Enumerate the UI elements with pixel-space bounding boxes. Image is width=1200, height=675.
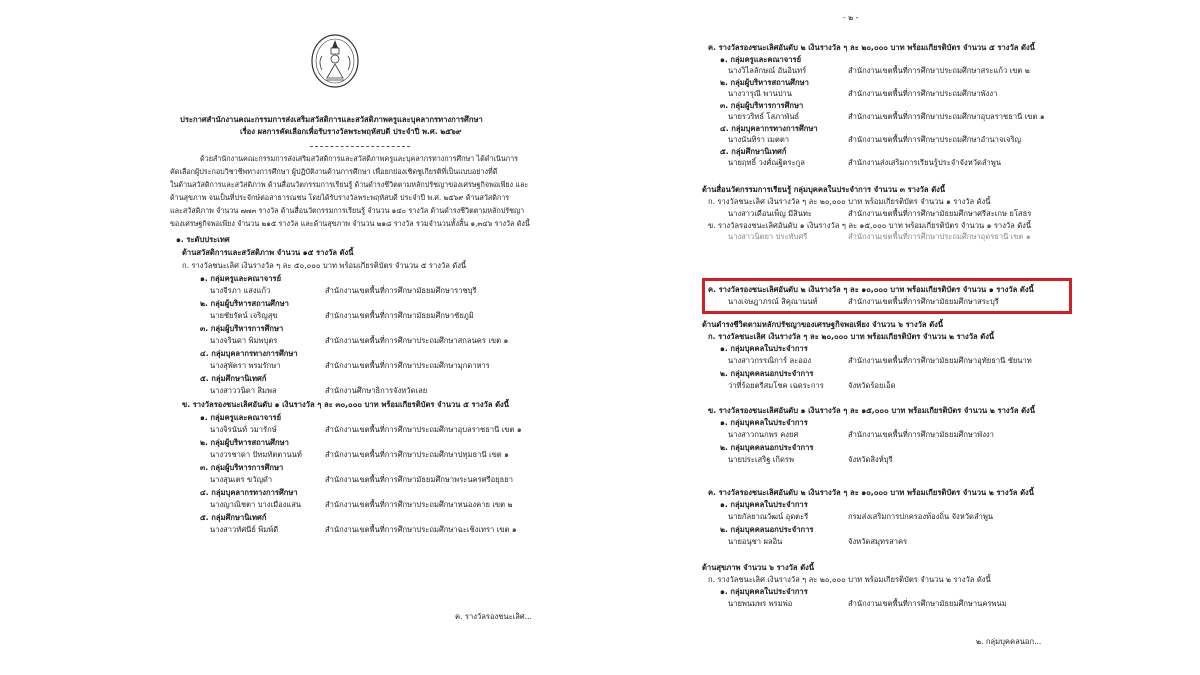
person-org: สำนักงานเขตพื้นที่การศึกษามัธยมศึกษาอุทัยธานี ชัยนาท bbox=[848, 356, 1032, 365]
page-continuation: ค. รางวัลรองชนะเลิศ... bbox=[455, 612, 532, 621]
person-org: สำนักงานเขตพื้นที่การศึกษามัธยมศึกษานครพนม bbox=[848, 599, 1007, 608]
person-name: นายอนุชา ผลอิน bbox=[728, 537, 783, 546]
person-name: นายประเสริฐ เกิดรพ bbox=[728, 455, 795, 464]
intro-line-5: และสวัสดิภาพ จำนวน ๗๗๓ รางวัล ด้านสื่อนวัตกรรมการเรียนรู้ จำนวน ๑๔๐ รางวัล ด้านดำรงชีวิตตามหลักปรัชญา bbox=[170, 206, 525, 215]
person-org: กรมส่งเสริมการปกครองท้องถิ่น จังหวัดลำพูน bbox=[848, 512, 994, 521]
group-label: ๓. กลุ่มผู้บริหารการศึกษา bbox=[200, 463, 284, 472]
person-org: สำนักงานเขตพื้นที่การศึกษาประถมศึกษาสระแก้ว เขต ๒ bbox=[848, 66, 1030, 75]
person-name: นางสาววนิดา สิมพล bbox=[210, 386, 277, 395]
group-label: ๑. กลุ่มบุคคลในประจำการ bbox=[720, 418, 808, 427]
group-label: ๔. กลุ่มบุคลากรทางการศึกษา bbox=[200, 488, 298, 497]
media-award-a: ก. รางวัลชนะเลิศ เงินรางวัล ๆ ละ ๒๐,๐๐๐ บาท พร้อมเกียรติบัตร จำนวน ๑ รางวัล ดังนี้ bbox=[708, 197, 991, 206]
group-label: ๓. กลุ่มผู้บริหารการศึกษา bbox=[200, 324, 284, 333]
group-label: ๑. กลุ่มครูและคณาจารย์ bbox=[720, 55, 802, 64]
person-name: นางเจษฎาภรณ์ สิคุณานนท์ bbox=[728, 297, 818, 306]
group-label: ๒. กลุ่มผู้บริหารสถานศึกษา bbox=[200, 438, 289, 447]
group-label: ๒. กลุ่มผู้บริหารสถานศึกษา bbox=[200, 299, 289, 308]
person-org: สำนักงานเขตพื้นที่การศึกษาประถมศึกษาปทุมธานี เขต ๑ bbox=[325, 450, 509, 459]
section-category: ด้านสวัสดิการและสวัสดิภาพ จำนวน ๑๕ รางวัล ดังนี้ bbox=[182, 248, 354, 257]
group-label: ๒. กลุ่มบุคคลนอกประจำการ bbox=[720, 525, 814, 534]
group-label: ๓. กลุ่มผู้บริหารการศึกษา bbox=[720, 101, 804, 110]
econ-award-a: ก. รางวัลชนะเลิศ เงินรางวัล ๆ ละ ๒๐,๐๐๐ บาท พร้อมเกียรติบัตร จำนวน ๒ รางวัล ดังนี้ bbox=[708, 332, 995, 341]
person-name: นางจิรนันท์ วมารักษ์ bbox=[210, 425, 277, 434]
media-award-b: ข. รางวัลรองชนะเลิศอันดับ ๑ เงินรางวัล ๆ ละ ๑๕,๐๐๐ บาท พร้อมเกียรติบัตร จำนวน ๑ รางวัล ดังนี้ bbox=[708, 221, 1032, 230]
person-name: นางสุนเตร ขวัญดำ bbox=[210, 475, 273, 484]
person-org: สำนักงานเขตพื้นที่การศึกษาประถมศึกษาพังงา bbox=[848, 89, 998, 98]
section-c-heading: ค. รางวัลรองชนะเลิศอันดับ ๒ เงินรางวัล ๆ ละ ๒๐,๐๐๐ บาท พร้อมเกียรติบัตร จำนวน ๕ รางวัล ดังนี้ bbox=[708, 43, 1035, 52]
person-org: สำนักงานเขตพื้นที่การศึกษามัธยมศึกษาพังงา bbox=[848, 430, 994, 439]
group-label: ๑. กลุ่มบุคคลในประจำการ bbox=[720, 587, 808, 596]
group-label: ๔. กลุ่มบุคลากรทางการศึกษา bbox=[200, 349, 298, 358]
award-b-heading: ข. รางวัลรองชนะเลิศอันดับ ๑ เงินรางวัล ๆ ละ ๓๐,๐๐๐ บาท พร้อมเกียรติบัตร จำนวน ๕ รางวัล ดังนี้ bbox=[182, 400, 509, 409]
econ-award-c: ค. รางวัลรองชนะเลิศอันดับ ๒ เงินรางวัล ๆ ละ ๑๐,๐๐๐ บาท พร้อมเกียรติบัตร จำนวน ๒ รางวัล ดังนี้ bbox=[708, 488, 1034, 497]
group-label: ๒. กลุ่มบุคคลนอกประจำการ bbox=[720, 443, 814, 452]
intro-line-3: ในด้านสวัสดิการและสวัสดิภาพ ด้านสื่อนวัตกรรมการเรียนรู้ ด้านดำรงชีวิตตามหลักปรัชญาของเศรษฐกิจพอเพียง และ bbox=[170, 180, 529, 189]
person-org: สำนักงานเขตพื้นที่การศึกษาประถมศึกษาอุบลราชธานี เขต ๑ bbox=[325, 425, 522, 434]
health-category: ด้านสุขภาพ จำนวน ๖ รางวัล ดังนี้ bbox=[702, 563, 815, 572]
left-document-page bbox=[170, 0, 570, 675]
person-org: สำนักงานเขตพื้นที่การศึกษามัธยมศึกษาราชบุรี bbox=[325, 286, 477, 295]
page-continuation: ๒. กลุ่มบุคคลนอก... bbox=[976, 637, 1042, 646]
person-name: นางสาวนิตยา ประทับศรี bbox=[728, 232, 808, 241]
person-org: สำนักงานศึกษาธิการจังหวัดเลย bbox=[325, 386, 428, 395]
person-name: นางวิไลลักษณ์ อันอินทร์ bbox=[728, 66, 807, 75]
person-org: สำนักงานเขตพื้นที่การศึกษาประถมศึกษามุกดาหาร bbox=[325, 361, 490, 370]
highlight-box bbox=[702, 278, 1072, 314]
person-org: จังหวัดสิงห์บุรี bbox=[848, 455, 893, 464]
person-name: นายฤทธิ์ วงศ์ณฐิตระกูล bbox=[728, 158, 805, 167]
person-name: นายรวริทธ์ โสภาพันธ์ bbox=[728, 112, 800, 121]
person-name: นางวรชาดา ปัทมทัตตานนท์ bbox=[210, 450, 302, 459]
person-org: สำนักงานเขตพื้นที่การศึกษาประถมศึกษาอำนาจเจริญ bbox=[848, 135, 1021, 144]
page-number: - ๒ - bbox=[843, 13, 859, 22]
group-label: ๕. กลุ่มศึกษานิเทศก์ bbox=[720, 147, 787, 156]
intro-line-1: ด้วยสำนักงานคณะกรรมการส่งเสริมสวัสดิการและสวัสดิภาพครูและบุคลากรทางการศึกษา ได้ดำเนินการ bbox=[200, 154, 519, 163]
intro-line-4: ด้านสุขภาพ จนเป็นที่ประจักษ์ต่อสาธารณชน โดยได้รับรางวัลพระพฤหัสบดี ประจำปี พ.ศ. ๒๕๖๙ ด้านสวัสดิการ bbox=[170, 193, 510, 202]
person-name: ว่าที่ร้อยตรีสมโชค เฉดระการ bbox=[728, 381, 824, 390]
person-name: นางสาวทัศนีย์ พิมพ์ดี bbox=[210, 525, 279, 534]
group-label: ๑. กลุ่มครูและคณาจารย์ bbox=[200, 274, 282, 283]
person-org: สำนักงานส่งเสริมการเรียนรู้ประจำจังหวัดลำพูน bbox=[848, 158, 1002, 167]
person-org: สำนักงานเขตพื้นที่การศึกษาประถมศึกษาหนองคาย เขต ๒ bbox=[325, 500, 513, 509]
group-label: ๕. กลุ่มศึกษานิเทศก์ bbox=[200, 374, 267, 383]
person-name: นายพนมพร พรมพ่อ bbox=[728, 599, 793, 608]
group-label: ๑. กลุ่มบุคคลในประจำการ bbox=[720, 500, 808, 509]
person-name: นายกัลยาณวัฒน์ อุดตะรี bbox=[728, 512, 809, 521]
person-name: นางสาวกนกพร คงยศ bbox=[728, 430, 799, 439]
group-label: ๑. กลุ่มบุคคลในประจำการ bbox=[720, 344, 808, 353]
health-award-a: ก. รางวัลชนะเลิศ เงินรางวัล ๆ ละ ๒๐,๐๐๐ บาท พร้อมเกียรติบัตร จำนวน ๒ รางวัล ดังนี้ bbox=[708, 575, 991, 584]
person-name: นางสุพัตรา พรมรักษา bbox=[210, 361, 281, 370]
person-org: สำนักงานเขตพื้นที่การศึกษาประถมศึกษาฉะเชิงเทรา เขต ๑ bbox=[325, 525, 517, 534]
person-org: สำนักงานเขตพื้นที่การศึกษาประถมศึกษาอุบลราชธานี เขต ๑ bbox=[848, 112, 1045, 121]
award-a-heading: ก. รางวัลชนะเลิศ เงินรางวัล ๆ ละ ๕๐,๐๐๐ บาท พร้อมเกียรติบัตร จำนวน ๕ รางวัล ดังนี้ bbox=[182, 261, 467, 270]
person-org: สำนักงานเขตพื้นที่การศึกษาประถมศึกษาสกลนคร เขต ๑ bbox=[325, 336, 509, 345]
group-label: ๒. กลุ่มผู้บริหารสถานศึกษา bbox=[720, 78, 809, 87]
person-name: นายชัยรัตน์ เจริญสุข bbox=[210, 311, 278, 320]
media-category: ด้านสื่อนวัตกรรมการเรียนรู้ กลุ่มบุคคลในประจำการ จำนวน ๓ รางวัล ดังนี้ bbox=[702, 185, 946, 194]
person-name: นางจีรภา แสงแก้ว bbox=[210, 286, 271, 295]
section-level: ๑. ระดับประเทศ bbox=[176, 235, 230, 244]
person-name: นางสาวเดือนเพ็ญ มีสินทะ bbox=[728, 209, 813, 218]
person-org: สำนักงานเขตพื้นที่การศึกษามัธยมศึกษาพระนครศรีอยุธยา bbox=[325, 475, 513, 484]
intro-line-2: คัดเลือกผู้ประกอบวิชาชีพทางการศึกษา ผู้ปฏิบัติงานด้านการศึกษา เพื่อยกย่องเชิดชูเกียรติที่เป็นแบบอย่างที่ดี bbox=[170, 167, 498, 176]
person-name: นางสาวกรรณิการ์ ละออง bbox=[728, 356, 812, 365]
person-org: สำนักงานเขตพื้นที่การศึกษามัธยมศึกษาศรีสะเกษ ยโสธร bbox=[848, 209, 1032, 218]
econ-award-b: ข. รางวัลรองชนะเลิศอันดับ ๑ เงินรางวัล ๆ ละ ๑๕,๐๐๐ บาท พร้อมเกียรติบัตร จำนวน ๒ รางวัล ดังนี้ bbox=[708, 406, 1035, 415]
group-label: ๔. กลุ่มบุคลากรทางการศึกษา bbox=[720, 124, 818, 133]
group-label: ๕. กลุ่มศึกษานิเทศก์ bbox=[200, 513, 267, 522]
intro-line-6: ของเศรษฐกิจพอเพียง จำนวน ๒๑๕ รางวัล และด้านสุขภาพ จำนวน ๒๑๘ รางวัล รวมจำนวนทั้งสิ้น ๑,๓๔๖ รางวัล ดังนี้ bbox=[170, 219, 530, 228]
person-name: นางวารุณี พานปาน bbox=[728, 89, 792, 98]
econ-category: ด้านดำรงชีวิตตามหลักปรัชญาของเศรษฐกิจพอเพียง จำนวน ๖ รางวัล ดังนี้ bbox=[702, 320, 944, 329]
media-award-c: ค. รางวัลรองชนะเลิศอันดับ ๒ เงินรางวัล ๆ ละ ๑๐,๐๐๐ บาท พร้อมเกียรติบัตร จำนวน ๑ รางวัล ดังนี้ bbox=[708, 285, 1034, 294]
person-org: สำนักงานเขตพื้นที่การศึกษามัธยมศึกษาชัยภูมิ bbox=[325, 311, 474, 320]
announcement-subject: เรื่อง ผลการคัดเลือกเพื่อรับรางวัลพระพฤหัสบดี ประจำปี พ.ศ. ๒๕๖๙ bbox=[240, 127, 462, 136]
person-name: นางนันทิรา เมตตา bbox=[728, 135, 790, 144]
person-org: จังหวัดสมุทรสาคร bbox=[848, 537, 908, 546]
person-name: นางญาณิชตา บางเมืองแสน bbox=[210, 500, 302, 509]
divider bbox=[310, 146, 410, 147]
ministry-seal-icon bbox=[310, 32, 360, 88]
announcement-title: ประกาศสำนักงานคณะกรรมการส่งเสริมสวัสดิการและสวัสดิภาพครูและบุคลากรทางการศึกษา bbox=[180, 115, 483, 124]
person-org: สำนักงานเขตพื้นที่การศึกษาประถมศึกษาอุดรธานี เขต ๑ bbox=[848, 232, 1031, 241]
right-document-page bbox=[698, 0, 1100, 675]
group-label: ๑. กลุ่มครูและคณาจารย์ bbox=[200, 413, 282, 422]
person-org: จังหวัดร้อยเอ็ด bbox=[848, 381, 896, 390]
person-name: นางจรินดา พิมพบุตร bbox=[210, 336, 278, 345]
group-label: ๒. กลุ่มบุคคลนอกประจำการ bbox=[720, 369, 814, 378]
person-org: สำนักงานเขตพื้นที่การศึกษามัธยมศึกษาสระบุรี bbox=[848, 297, 999, 306]
